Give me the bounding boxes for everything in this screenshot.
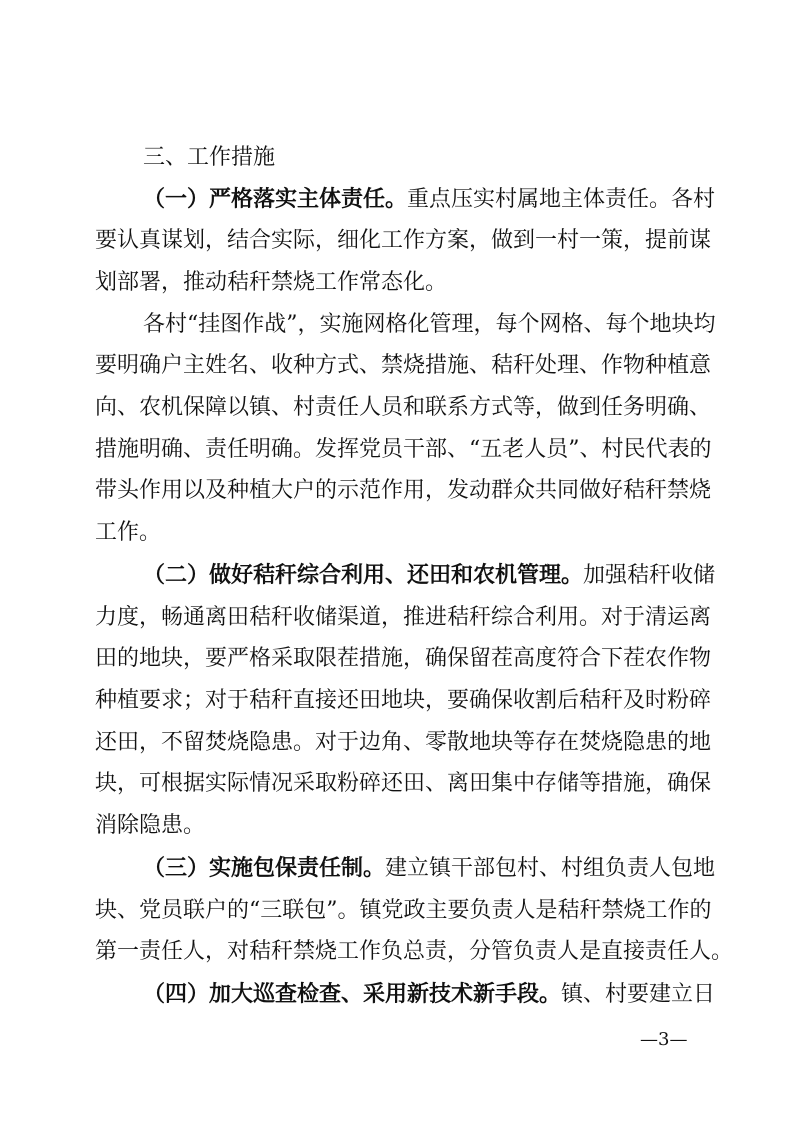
para2-line5: 带头作用以及种植大户的示范作用，发动群众共同做好秸秆禁烧 xyxy=(95,478,712,503)
para2-line2: 要明确户主姓名、收种方式、禁烧措施、秸秆处理、作物种植意 xyxy=(95,353,712,378)
para2-line4: 措施明确、责任明确。发挥党员干部、“五老人员”、村民代表的 xyxy=(95,437,712,462)
para3-line7: 消除隐患。 xyxy=(95,813,206,838)
para3-line1: （二）做好秸秆综合利用、还田和农机管理。加强秸秆收储 xyxy=(143,563,716,588)
para4-line2: 块、党员联户的“三联包”。镇党政主要负责人是秸秆禁烧工作的 xyxy=(95,898,712,923)
para3-line3: 田的地块，要严格采取限茬措施，确保留茬高度符合下茬农作物 xyxy=(95,646,712,671)
para3-line5: 还田，不留焚烧隐患。对于边角、零散地块等存在焚烧隐患的地 xyxy=(95,730,712,755)
para4-line1: （三）实施包保责任制。建立镇干部包村、村组负责人包地 xyxy=(143,856,716,881)
para2-line1: 各村“挂图作战”，实施网格化管理，每个网格、每个地块均 xyxy=(143,312,716,337)
section-heading: 三、工作措施 xyxy=(143,145,276,170)
para2-line3: 向、农机保障以镇、村责任人员和联系方式等，做到任务明确、 xyxy=(95,395,712,420)
para5-subheading: （四）加大巡查检查、采用新技术新手段。 xyxy=(143,982,562,1007)
para4-line3: 第一责任人，对秸秆禁烧工作负总责，分管负责人是直接责任人。 xyxy=(95,939,734,964)
page-number: —3— xyxy=(640,1029,688,1050)
para1-line2: 要认真谋划，结合实际，细化工作方案，做到一村一策，提前谋 xyxy=(95,228,712,253)
para3-line2: 力度，畅通离田秸秆收储渠道，推进秸秆综合利用。对于清运离 xyxy=(95,605,712,630)
para3-line4: 种植要求；对于秸秆直接还田地块，要确保收割后秸秆及时粉碎 xyxy=(95,688,712,713)
para1-subheading: （一）严格落实主体责任。 xyxy=(143,187,408,212)
para1-line3: 划部署，推动秸秆禁烧工作常态化。 xyxy=(95,270,448,295)
para5-line1: （四）加大巡查检查、采用新技术新手段。镇、村要建立日 xyxy=(143,982,716,1007)
para1-line1: （一）严格落实主体责任。重点压实村属地主体责任。各村 xyxy=(143,187,716,212)
para3-line6: 块，可根据实际情况采取粉碎还田、离田集中存储等措施，确保 xyxy=(95,771,712,796)
para2-line6: 工作。 xyxy=(95,520,162,545)
para4-subheading: （三）实施包保责任制。 xyxy=(143,856,386,881)
para3-subheading: （二）做好秸秆综合利用、还田和农机管理。 xyxy=(143,563,584,588)
